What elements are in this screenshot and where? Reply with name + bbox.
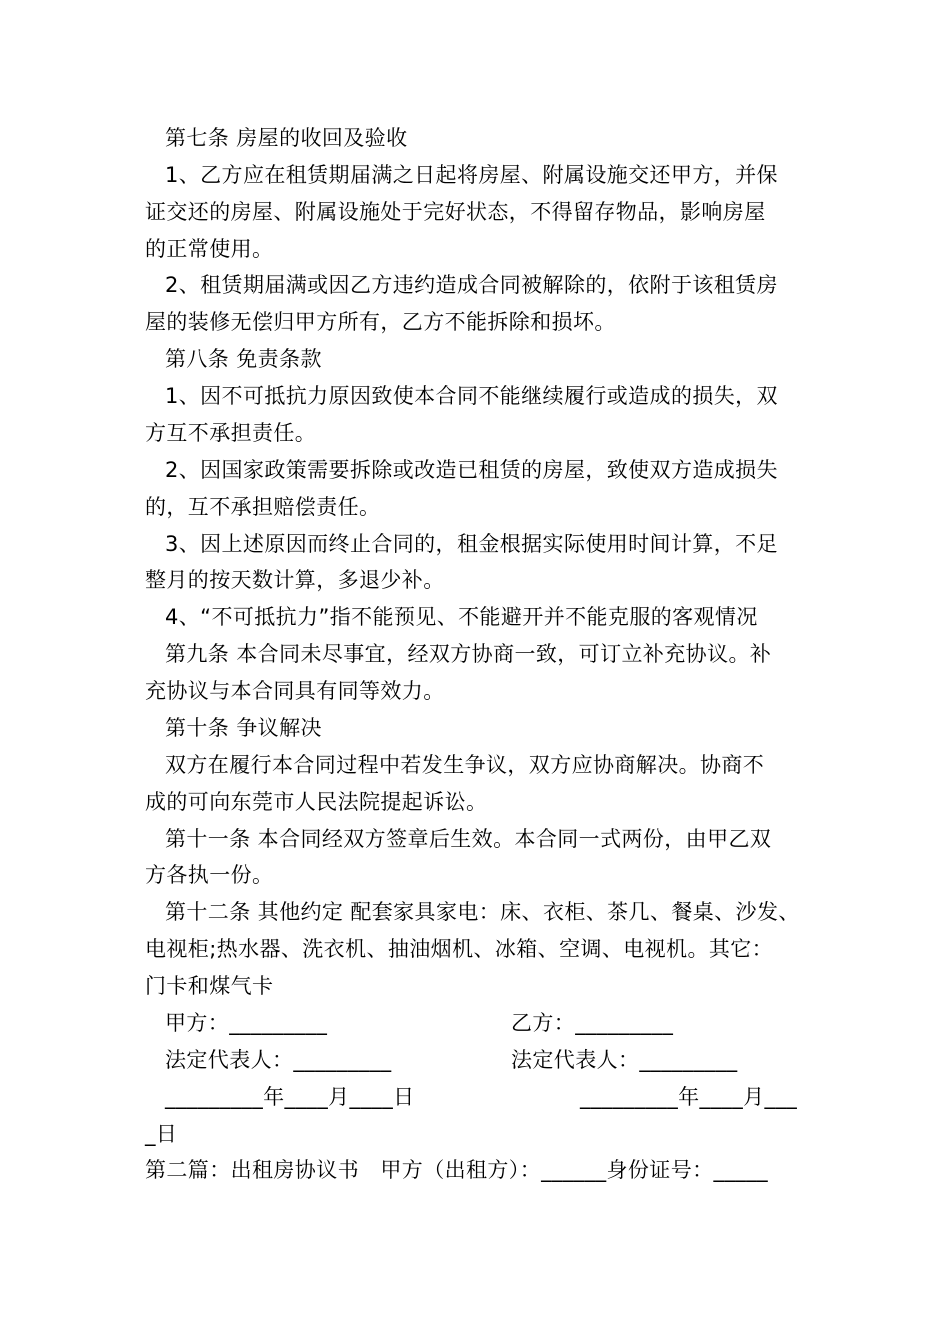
article-7-clause-1: 1、乙方应在租赁期届满之日起将房屋、附属设施交还甲方，并保 [165,163,778,187]
article-8-heading: 第八条 免责条款 [165,347,322,371]
article-8-clause-2: 2、因国家政策需要拆除或改造已租赁的房屋，致使双方造成损失 [165,458,778,482]
next-article-heading: 第二篇：出租房协议书 甲方（出租方）：______身份证号：_____ [145,1158,768,1182]
article-8-clause-2-cont: 的，互不承担赔偿责任。 [145,495,381,519]
article-7-clause-1-cont: 的正常使用。 [145,237,274,261]
party-b-date: _________年____月___ [580,1085,798,1109]
article-8-clause-1: 1、因不可抵抗力原因致使本合同不能继续履行或造成的损失，双 [165,384,778,408]
article-8-clause-4: 4、“不可抵抗力”指不能预见、不能避开并不能克服的客观情况 [165,605,758,629]
article-10-body: 双方在履行本合同过程中若发生争议，双方应协商解决。协商不 [165,753,765,777]
article-12-cont: 门卡和煤气卡 [145,974,274,998]
article-8-clause-3-cont: 整月的按天数计算，多退少补。 [145,568,445,592]
party-a-date: _________年____月____日 [165,1085,415,1109]
article-11-cont: 方各执一份。 [145,863,274,887]
article-9: 第九条 本合同未尽事宜，经双方协商一致，可订立补充协议。补 [165,642,772,666]
party-a-representative: 法定代表人：_________ [165,1048,392,1072]
party-b-signature: 乙方：_________ [511,1011,674,1035]
article-10-heading: 第十条 争议解决 [165,716,322,740]
party-a-signature: 甲方：_________ [165,1011,328,1035]
article-7-clause-2-cont: 屋的装修无偿归甲方所有，乙方不能拆除和损坏。 [145,310,616,334]
article-12: 第十二条 其他约定 配套家具家电：床、衣柜、茶几、餐桌、沙发、 [165,900,800,924]
article-7-clause-1-cont: 证交还的房屋、附属设施处于完好状态，不得留存物品，影响房屋 [145,200,766,224]
article-7-clause-2: 2、租赁期届满或因乙方违约造成合同被解除的，依附于该租赁房 [165,273,778,297]
article-10-body-cont: 成的可向东莞市人民法院提起诉讼。 [145,790,488,814]
article-11: 第十一条 本合同经双方签章后生效。本合同一式两份，由甲乙双 [165,827,772,851]
article-8-clause-3: 3、因上述原因而终止合同的，租金根据实际使用时间计算，不足 [165,532,778,556]
article-9-cont: 充协议与本合同具有同等效力。 [145,679,445,703]
article-8-clause-1-cont: 方互不承担责任。 [145,421,317,445]
article-12-cont: 电视柜;热水器、洗衣机、抽油烟机、冰箱、空调、电视机。其它： [145,937,774,961]
article-7-heading: 第七条 房屋的收回及验收 [165,126,408,150]
party-b-date-wrap: _日 [145,1122,178,1146]
party-b-representative: 法定代表人：_________ [511,1048,738,1072]
